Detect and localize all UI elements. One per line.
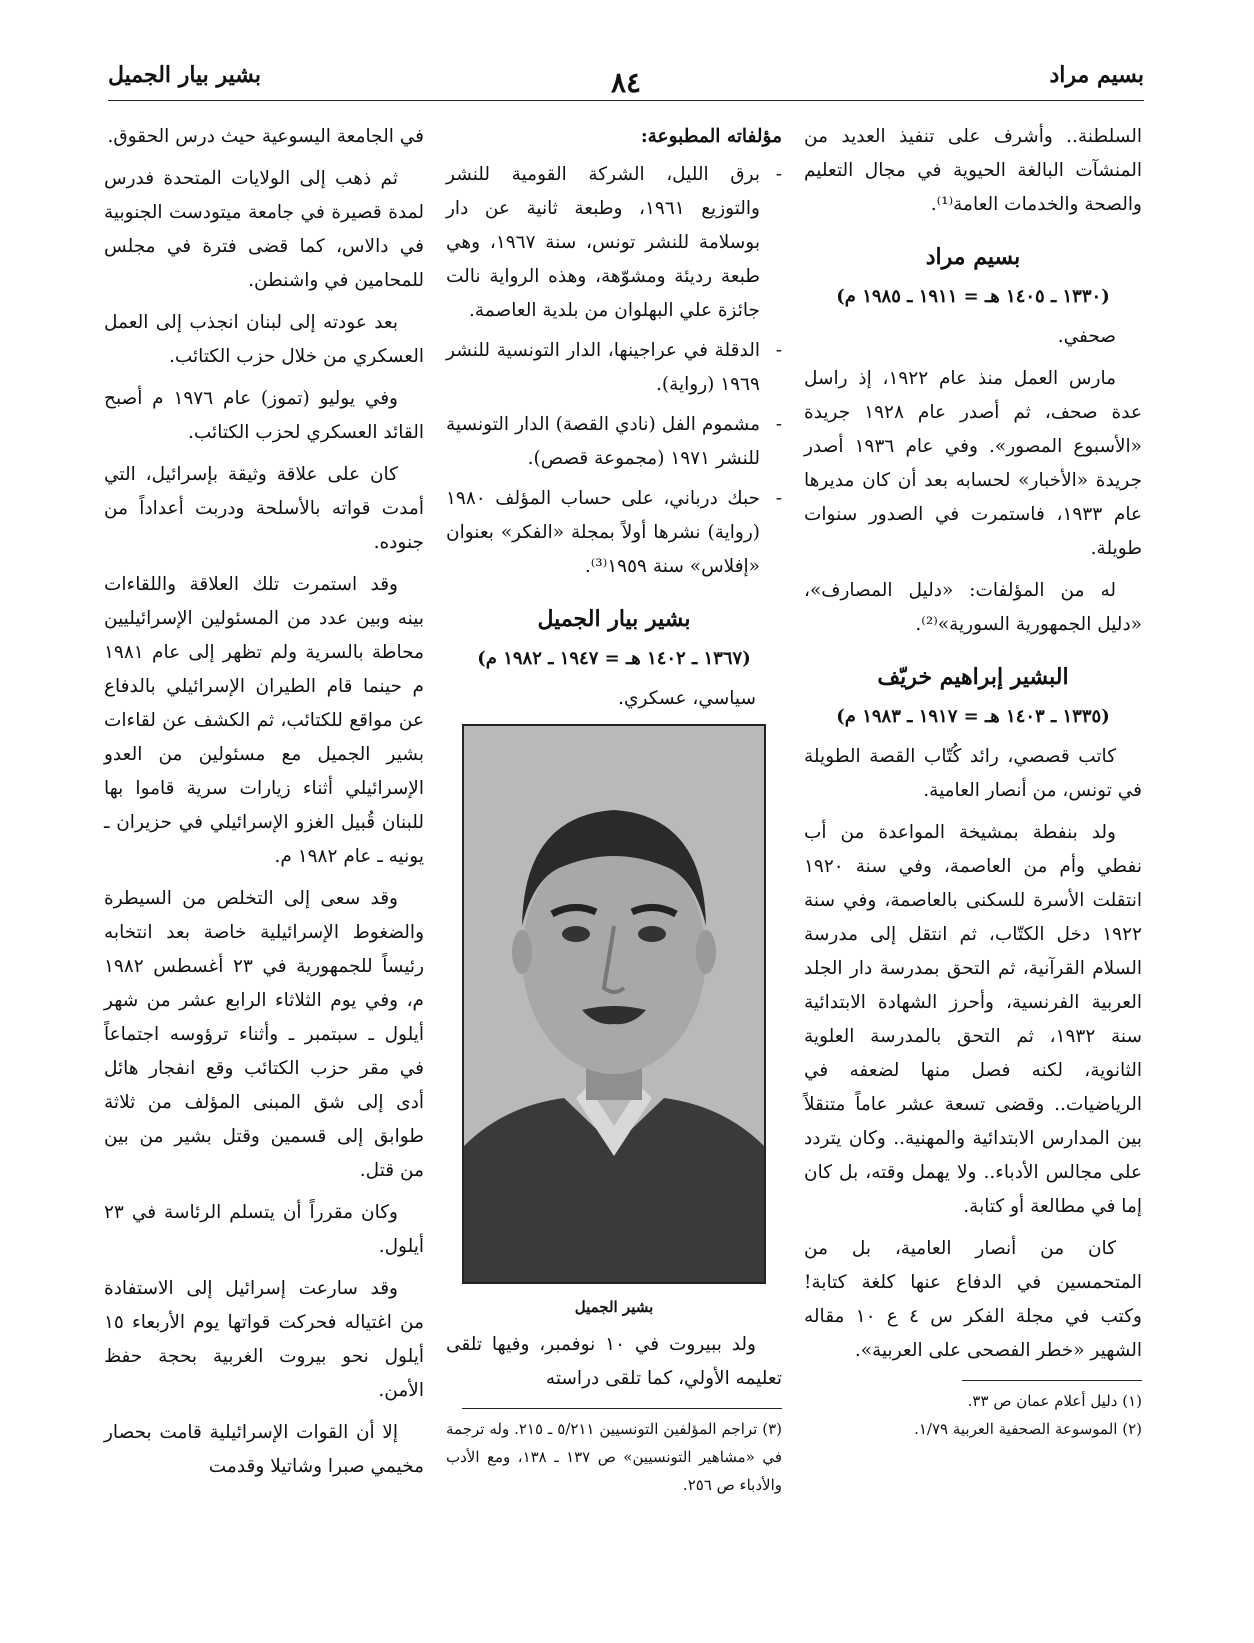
- entry-paragraph: بعد عودته إلى لبنان انجذب إلى العمل العسكري من خلال حزب الكتائب.: [104, 312, 424, 367]
- portrait-photo: [462, 724, 766, 1284]
- entry-paragraph: وقد استمرت تلك العلاقة واللقاءات بينه وبين عدد من المسئولين الإسرائيليين محاطة بالسرية ولم تظهر إلى عام ١٩٨١ م حينما قام الطيران الإسرائيلي بالدفاع عن مواقع للكتائب، ثم الكشف عن لقاءات بشير الجميل مع مسئولين من العدو الإسرائيلي أثناء زيارات سرية قاموا بها للبنان قُبيل الغزو الإسرائيلي في حزيران ـ يونيه ـ عام ١٩٨٢ م.: [104, 574, 424, 867]
- footnote-rule: [462, 1408, 782, 1409]
- footnote: (١) دليل أعلام عمان ص ٣٣.: [967, 1392, 1142, 1410]
- list-item: - مشموم الفل (نادي القصة) الدار التونسية للنشر ١٩٧١ (مجموعة قصص).: [446, 408, 782, 476]
- works-heading: مؤلفاته المطبوعة:: [640, 126, 782, 147]
- column-middle: [446, 120, 782, 1499]
- entry-paragraph: وقد سعى إلى التخلص من السيطرة والضغوط الإسرائيلية خاصة بعد انتخابه رئيساً للجمهورية في ٢٣ أغسطس ١٩٨٢ م، وفي يوم الثلاثاء الرابع عشر من شهر أيلول ـ سبتمبر ـ وأثناء ترؤوسه اجتماعاً في مقر حزب الكتائب وقع انفجار هائل أدى إلى شق المبنى المؤلف من ثلاثة طوابق إلى قسمين وقتل بشير من بين من قتل.: [104, 888, 425, 1181]
- entry-paragraph: له من المؤلفات: «دليل المصارف»، «دليل الجمهورية السورية»⁽²⁾.: [804, 580, 1142, 635]
- entry-title-bashir-gemayel: بشير بيار الجميل: [537, 606, 691, 632]
- entry-paragraph: إلا أن القوات الإسرائيلية قامت بحصار مخيمي صبرا وشاتيلا وقدمت: [104, 1422, 424, 1477]
- running-title-left: بشير بيار الجميل: [108, 62, 261, 88]
- list-item: - برق الليل، الشركة القومية للنشر والتوزيع ١٩٦١، وطبعة ثانية عن دار بوسلامة للنشر تونس، سنة ١٩٦٧، وهي طبعة رديئة ومشوّهة، وهذه الرواية نالت جائزة علي البهلوان من بلدية العاصمة.: [446, 158, 782, 328]
- column-right: [804, 120, 1142, 1443]
- footnote: (٢) الموسوعة الصحفية العربية ١/٧٩.: [914, 1420, 1142, 1438]
- continued-paragraph: في الجامعة اليسوعية حيث درس الحقوق.: [107, 126, 424, 147]
- running-header: [108, 58, 1144, 98]
- photo-caption: بشير الجميل: [574, 1298, 654, 1316]
- page-number: ٨٤: [610, 66, 642, 99]
- footnote-rule: [962, 1380, 1142, 1381]
- column-left: [104, 120, 424, 1492]
- entry-paragraph: وقد سارعت إسرائيل إلى الاستفادة من اغتياله فحركت قواتها يوم الأربعاء ١٥ أيلول نحو بيروت الغربية بحجة حفظ الأمن.: [104, 1278, 424, 1401]
- works-list: [446, 158, 782, 584]
- continued-paragraph: السلطنة.. وأشرف على تنفيذ العديد من المنشآت البالغة الحيوية في مجال التعليم والصحة والخدمات العامة⁽¹⁾.: [804, 126, 1142, 215]
- footnote: (٣) تراجم المؤلفين التونسيين ٥/٢١١ ـ ٢١٥. وله ترجمة في «مشاهير التونسيين» ص ١٣٧ ـ ١٣٨، ومع الأدب والأدباء ص ٢٥٦.: [446, 1420, 782, 1494]
- entry-paragraph: مارس العمل منذ عام ١٩٢٢، إذ راسل عدة صحف، ثم أصدر عام ١٩٢٨ جريدة «الأسبوع المصور». وفي عام ١٩٣٦ أصدر جريدة «الأخبار» لحسابه بعد أن كان مديرها عام ١٩٣٣، فاستمرت في الصدور سنوات طويلة.: [804, 368, 1143, 559]
- header-rule: [108, 100, 1144, 101]
- entry-paragraph: كان على علاقة وثيقة بإسرائيل، التي أمدت قواته بالأسلحة ودربت أعداداً من جنوده.: [104, 464, 424, 553]
- running-title-right: بسيم مراد: [1049, 62, 1144, 88]
- entry-dates: (١٣٣٠ ـ ١٤٠٥ هـ = ١٩١١ ـ ١٩٨٥ م): [836, 286, 1110, 307]
- entry-paragraph: وكان مقرراً أن يتسلم الرئاسة في ٢٣ أيلول.: [104, 1202, 424, 1257]
- entry-dates: (١٣٣٥ ـ ١٤٠٣ هـ = ١٩١٧ ـ ١٩٨٣ م): [836, 706, 1110, 727]
- entry-title-bashir-khurayyif: البشير إبراهيم خريّف: [877, 664, 1069, 690]
- entry-role: صحفي.: [1057, 326, 1116, 347]
- entry-role: سياسي، عسكري.: [618, 688, 756, 709]
- entry-dates: (١٣٦٧ ـ ١٤٠٢ هـ = ١٩٤٧ ـ ١٩٨٢ م): [477, 648, 751, 669]
- entry-paragraph: ثم ذهب إلى الولايات المتحدة فدرس لمدة قصيرة في جامعة ميتودست الجنوبية في دالاس، كما قضى فترة في مجلس للمحامين في واشنطن.: [104, 168, 424, 291]
- entry-paragraph: وفي يوليو (تموز) عام ١٩٧٦ م أصبح القائد العسكري لحزب الكتائب.: [104, 388, 424, 443]
- entry-title-basim-murad: بسيم مراد: [925, 244, 1021, 270]
- entry-paragraph: ولد ببيروت في ١٠ نوفمبر، وفيها تلقى تعليمه الأولي، كما تلقى دراسته: [446, 1334, 782, 1389]
- entry-paragraph: كاتب قصصي، رائد كُتّاب القصة الطويلة في تونس، من أنصار العامية.: [804, 746, 1142, 801]
- entry-paragraph: كان من أنصار العامية، بل من المتحمسين في الدفاع عنها كلغة كتابة! وكتب في مجلة الفكر س ٤ ع ١٠ مقاله الشهير «خطر الفصحى على العربية».: [804, 1238, 1142, 1361]
- list-item: - حبك درباني، على حساب المؤلف ١٩٨٠ (رواية) نشرها أولاً بمجلة «الفكر» بعنوان «إفلاس» سنة ١٩٥٩⁽³⁾.: [446, 482, 782, 584]
- portrait-illustration: [464, 726, 764, 1282]
- list-item: - الدقلة في عراجينها، الدار التونسية للنشر ١٩٦٩ (رواية).: [446, 334, 782, 402]
- entry-paragraph: ولد بنفطة بمشيخة المواعدة من أب نفطي وأم من العاصمة، وفي سنة ١٩٢٠ انتقلت الأسرة للسكنى بالعاصمة، وفي سنة ١٩٢٢ دخل الكتّاب، ثم انتقل إلى مدرسة السلام القرآنية، ثم التحق بمدرسة دار الجلد العربية الفرنسية، وأحرز الشهادة الابتدائية سنة ١٩٣٢، ثم التحق بالمدرسة العلوية الثانوية، لكنه فصل منها لضعفه في الرياضيات.. وقضى تسعة عشر عاماً متنقلاً بين المدارس الابتدائية والمهنية.. وكان يتردد على مجالس الأدباء.. ولا يهمل وقته، بل كان إما في مطالعة أو كتابة.: [804, 822, 1142, 1217]
